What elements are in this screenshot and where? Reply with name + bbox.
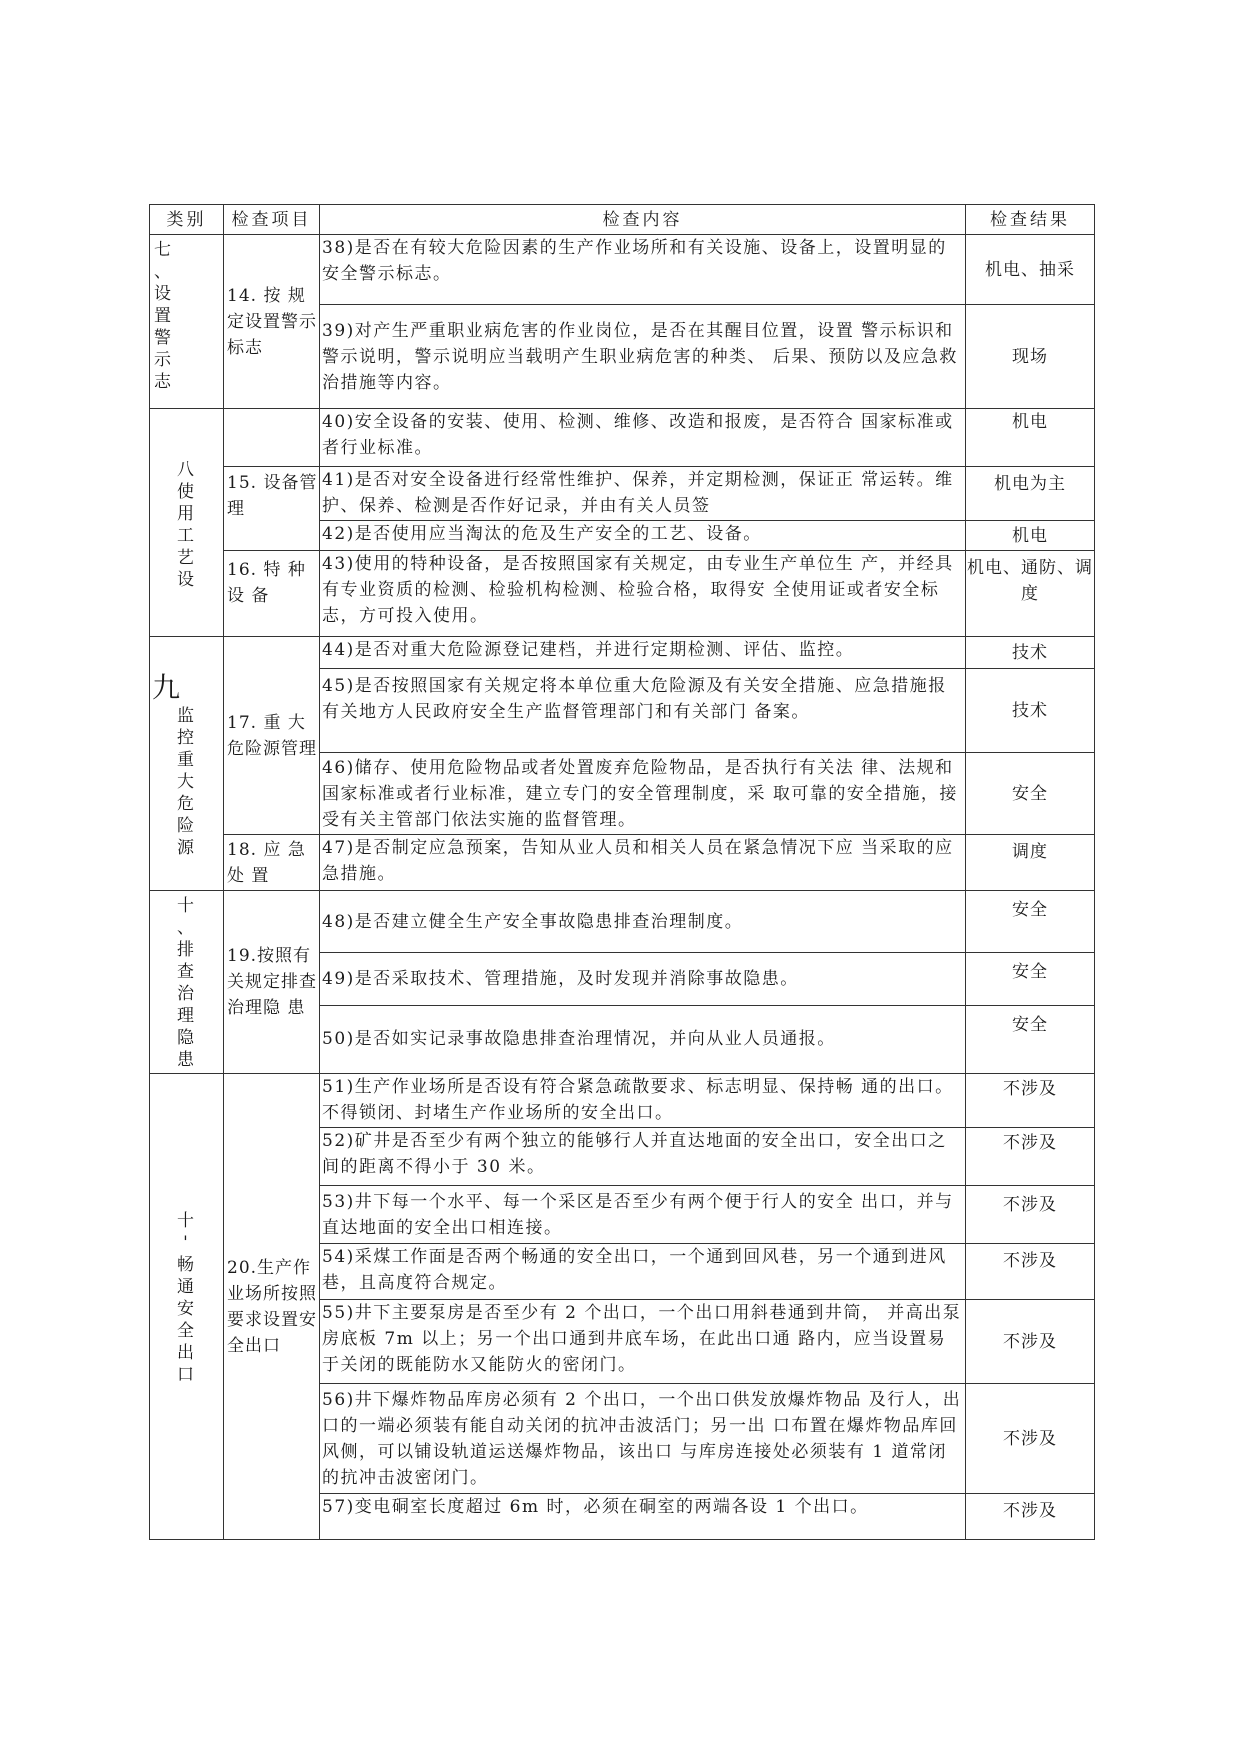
result-56: 不涉及 — [966, 1384, 1095, 1494]
table-row — [150, 551, 1095, 637]
content-53: 53)井下每一个水平、每一个采区是否至少有两个便于行人的安全 出口，并与直达地面的安全出口相连接。 — [320, 1186, 966, 1244]
result-43: 机电、通防、调度 — [966, 551, 1095, 637]
table-row — [150, 235, 1095, 305]
result-48: 安全 — [966, 891, 1095, 953]
category-cell — [150, 409, 224, 637]
content-49: 49)是否采取技术、管理措施，及时发现并消除事故隐患。 — [320, 953, 966, 1005]
category-7: 七 、 设 置 警 示 志 — [154, 240, 173, 392]
content-50: 50)是否如实记录事故隐患排查治理情况，并向从业人员通报。 — [320, 1005, 966, 1073]
item-16: 16. 特 种设 备 — [224, 551, 320, 637]
result-42: 机电 — [966, 521, 1095, 551]
item-20: 20.生产作业场所按照要求设置安全出口 — [224, 1074, 320, 1540]
result-38: 机电、抽采 — [966, 235, 1095, 305]
table-row — [150, 891, 1095, 953]
category-cell — [150, 891, 224, 1074]
table-row — [150, 835, 1095, 891]
result-55: 不涉及 — [966, 1300, 1095, 1384]
result-39: 现场 — [966, 305, 1095, 409]
table-row — [150, 637, 1095, 669]
item-18: 18. 应 急处 置 — [224, 835, 320, 891]
table-row — [150, 467, 1095, 521]
content-52: 52)矿井是否至少有两个独立的能够行人并直达地面的安全出口，安全出口之间的距离不得小于 30 米。 — [320, 1128, 966, 1186]
content-46-text: 46)储存、使用危险物品或者处置废弃危险物品，是否执行有关法 律、法规和国家标准或者行业标准，建立专门的安全管理制度，采 取可靠的安全措施，接受有关主管部门依法实施的监督管理。 — [322, 758, 958, 830]
result-52: 不涉及 — [966, 1128, 1095, 1186]
content-41: 41)是否对安全设备进行经常性维护、保养，并定期检测，保证正 常运转。维护、保养、检测是否作好记录，并由有关人员签 — [320, 467, 966, 521]
item-blank — [224, 409, 320, 467]
table-header-row — [150, 205, 1095, 235]
result-40: 机电 — [966, 409, 1095, 467]
category-9: 监 控 重 大 危 险 源 — [177, 706, 196, 858]
table-row — [150, 409, 1095, 467]
result-50: 安全 — [966, 1005, 1095, 1073]
item-19: 19.按照有关规定排查治理隐 患 — [224, 891, 320, 1074]
content-54: 54)采煤工作面是否两个畅通的安全出口，一个通到回风巷，另一个通到进风巷，且高度符合规定。 — [320, 1244, 966, 1300]
header-item: 检查项目 — [224, 205, 320, 235]
category-cell — [150, 637, 224, 891]
header-content: 检查内容 — [320, 205, 966, 235]
result-44: 技术 — [966, 637, 1095, 669]
result-53: 不涉及 — [966, 1186, 1095, 1244]
result-46: 安全 — [966, 753, 1095, 835]
inspection-table — [149, 204, 1095, 1540]
content-38: 38)是否在有较大危险因素的生产作业场所和有关设施、设备上，设置明显的安全警示标志。 — [320, 235, 966, 305]
category-cell — [150, 235, 224, 409]
category-cell — [150, 1074, 224, 1540]
result-45: 技术 — [966, 669, 1095, 753]
category-9-numeral: 九 — [152, 671, 183, 704]
content-51: 51)生产作业场所是否设有符合紧急疏散要求、标志明显、保持畅 通的出口。不得锁闭、封堵生产作业场所的安全出口。 — [320, 1074, 966, 1128]
content-39: 39)对产生严重职业病危害的作业岗位，是否在其醒目位置，设置 警示标识和警示说明，警示说明应当载明产生职业病危害的种类、 后果、预防以及应急救治措施等内容。 — [320, 305, 966, 409]
content-56: 56)井下爆炸物品库房必须有 2 个出口，一个出口供发放爆炸物品 及行人，出口的一端必须装有能自动关闭的抗冲击波活门；另一出 口布置在爆炸物品库回风侧，可以铺设轨道运送爆炸物品，该出口 与库房连接处必须装有 1 道常闭的抗冲击波密闭门。 — [320, 1384, 966, 1494]
item-15: 15. 设备管 理 — [224, 467, 320, 551]
content-43: 43)使用的特种设备，是否按照国家有关规定，由专业生产单位生 产，并经具有专业资质的检测、检验机构检测、检验合格，取得安 全使用证或者安全标志，方可投入使用。 — [320, 551, 966, 637]
content-45: 45)是否按照国家有关规定将本单位重大危险源及有关安全措施、应急措施报有关地方人民政府安全生产监督管理部门和有关部门 备案。 — [320, 669, 966, 753]
content-40: 40)安全设备的安装、使用、检测、维修、改造和报废，是否符合 国家标准或者行业标准。 — [320, 409, 966, 467]
result-54: 不涉及 — [966, 1244, 1095, 1300]
header-category: 类别 — [150, 205, 224, 235]
category-10: 十 、 排 查 治 理 隐 患 — [177, 896, 196, 1070]
content-55: 55)井下主要泵房是否至少有 2 个出口，一个出口用斜巷通到井筒， 并高出泵房底板 7m 以上；另一个出口通到井底车场，在此出口通 路内，应当设置易于关闭的既能防水又能防火的密闭门。 — [320, 1300, 966, 1384]
result-49: 安全 — [966, 953, 1095, 1005]
item-14: 14. 按 规定设置警示 标志 — [224, 235, 320, 409]
content-42: 42)是否使用应当淘汰的危及生产安全的工艺、设备。 — [320, 521, 966, 551]
result-51: 不涉及 — [966, 1074, 1095, 1128]
category-8: 八 使 用 工 艺 设 — [177, 459, 196, 590]
content-57: 57)变电硐室长度超过 6m 时，必须在硐室的两端各设 1 个出口。 — [320, 1494, 966, 1540]
table-row — [150, 1074, 1095, 1128]
content-48: 48)是否建立健全生产安全事故隐患排查治理制度。 — [320, 891, 966, 953]
result-47: 调度 — [966, 835, 1095, 891]
header-result: 检查结果 — [966, 205, 1095, 235]
item-17: 17. 重 大危险源管理 — [224, 637, 320, 835]
content-44: 44)是否对重大危险源登记建档，并进行定期检测、评估、监控。 — [320, 637, 966, 669]
result-41: 机电为主 — [966, 467, 1095, 521]
category-11: 十 ' 畅 通 安 全 出 口 — [177, 1211, 196, 1385]
result-57: 不涉及 — [966, 1494, 1095, 1540]
content-46 — [320, 753, 966, 835]
content-47: 47)是否制定应急预案，告知从业人员和相关人员在紧急情况下应 当采取的应急措施。 — [320, 835, 966, 891]
